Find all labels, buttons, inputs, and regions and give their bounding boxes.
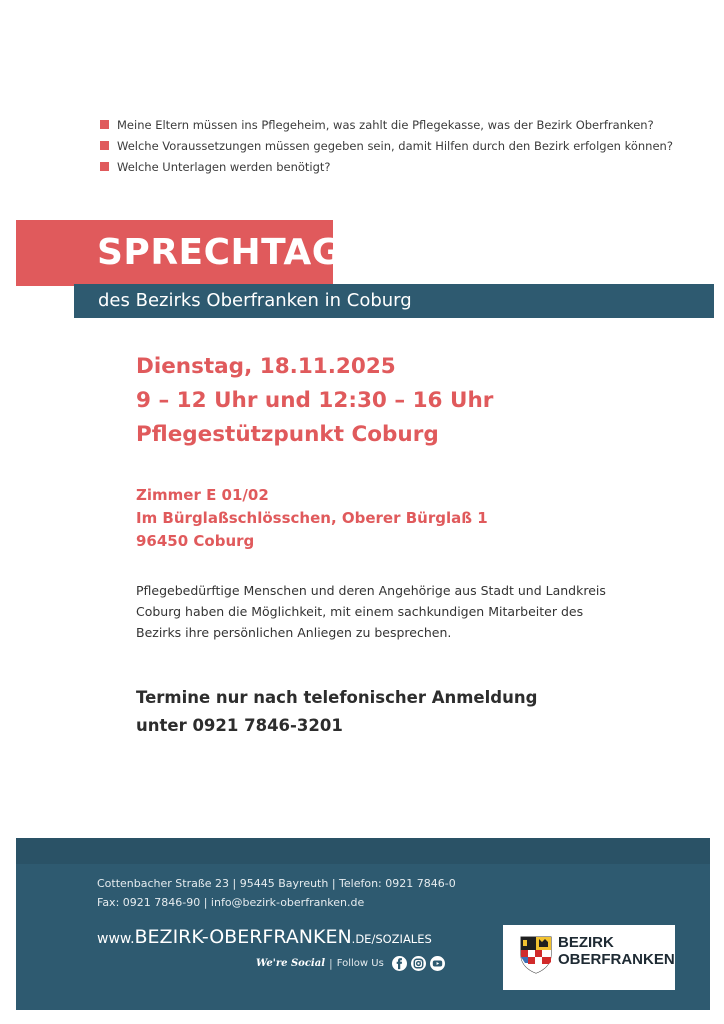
description-line: Coburg haben die Möglichkeit, mit einem sachkundigen Mitarbeiter des	[136, 604, 584, 619]
banner-title: SPRECHTAG	[97, 232, 342, 273]
appointment-note	[136, 684, 537, 740]
question-text: Welche Unterlagen werden benötigt?	[117, 159, 331, 174]
question-text: Meine Eltern müssen ins Pflegeheim, was zahlt die Pflegekasse, was der Bezirk Oberfranken?	[117, 117, 654, 132]
square-bullet-icon	[100, 141, 109, 150]
website-domain: BEZIRK-OBERFRANKEN	[134, 926, 352, 948]
facebook-icon[interactable]	[392, 956, 407, 971]
logo-wordmark	[558, 934, 675, 968]
follow-us-label: Follow Us	[336, 958, 384, 969]
appointment-line: Termine nur nach telefonischer Anmeldung	[136, 688, 538, 707]
address-city: 96450 Coburg	[136, 532, 255, 550]
logo-line-bezirk: BEZIRK	[558, 934, 614, 951]
square-bullet-icon	[100, 162, 109, 171]
description-line: Bezirks ihre persönlichen Anliegen zu besprechen.	[136, 625, 452, 640]
youtube-icon[interactable]	[430, 956, 445, 971]
contact-fax-email-line: Fax: 0921 7846-90 | info@bezirk-oberfranken.de	[97, 896, 365, 909]
logo-line-oberfranken: OBERFRANKEN	[558, 951, 675, 968]
coat-of-arms-icon	[519, 935, 553, 979]
footer-contact	[97, 874, 456, 912]
contact-address-line: Cottenbacher Straße 23 | 95445 Bayreuth | Telefon: 0921 7846-0	[97, 877, 456, 890]
website-suffix: .DE/SOZIALES	[351, 932, 432, 946]
banner-subtitle: des Bezirks Oberfranken in Coburg	[98, 290, 412, 311]
list-item	[100, 156, 673, 177]
event-address	[136, 484, 488, 553]
instagram-icon[interactable]	[411, 956, 426, 971]
event-time: 9 – 12 Uhr und 12:30 – 16 Uhr	[136, 388, 494, 413]
question-list	[100, 114, 673, 177]
social-tagline: We're Social	[256, 958, 326, 969]
event-place: Pflegestützpunkt Coburg	[136, 422, 439, 447]
appointment-phone: unter 0921 7846-3201	[136, 716, 343, 735]
square-bullet-icon	[100, 120, 109, 129]
list-item	[100, 114, 673, 135]
address-room: Zimmer E 01/02	[136, 486, 269, 504]
website-prefix: www.	[97, 931, 135, 947]
social-row	[256, 956, 449, 971]
website-link[interactable]	[97, 924, 432, 952]
list-item	[100, 135, 673, 156]
footer-top-stripe	[16, 838, 710, 864]
event-details	[136, 350, 493, 452]
event-date: Dienstag, 18.11.2025	[136, 354, 396, 379]
question-text: Welche Voraussetzungen müssen gegeben sein, damit Hilfen durch den Bezirk erfolgen können?	[117, 138, 673, 153]
description-line: Pflegebedürftige Menschen und deren Angehörige aus Stadt und Landkreis	[136, 583, 606, 598]
address-street: Im Bürglaßschlösschen, Oberer Bürglaß 1	[136, 509, 488, 527]
social-separator: |	[329, 957, 333, 970]
description	[136, 580, 636, 643]
